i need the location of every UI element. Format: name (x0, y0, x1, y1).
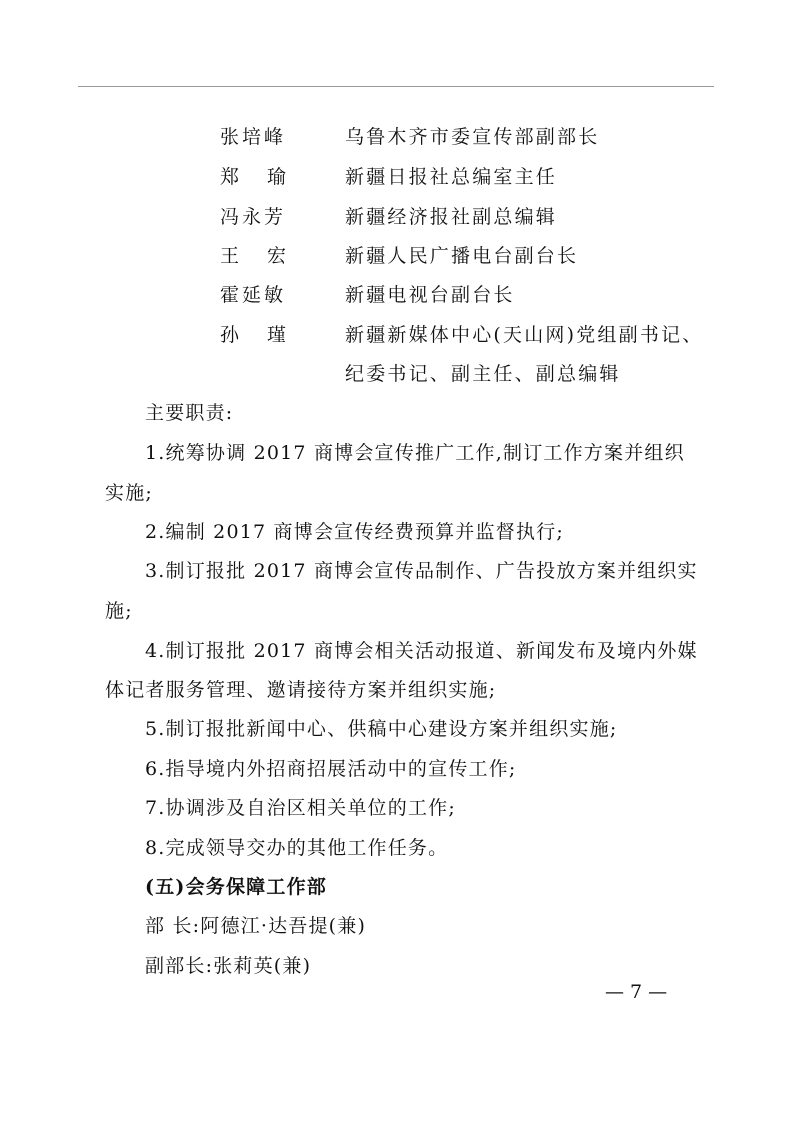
member-role: 新疆电视台副台长 (345, 284, 515, 306)
member-role: 新疆日报社总编室主任 (345, 166, 558, 188)
member-name: 王宏 (220, 245, 315, 267)
duty-line: 实施; (105, 482, 154, 504)
member-name: 张培峰 (220, 126, 287, 148)
section-deputy: 副部长:张莉英(兼) (145, 955, 312, 977)
member-role-continued: 纪委书记、副主任、副总编辑 (345, 363, 621, 385)
member-role: 新疆经济报社副总编辑 (345, 206, 558, 228)
page-number: — 7 — (605, 981, 668, 1003)
member-role: 新疆新媒体中心(天山网)党组副书记、 (345, 324, 704, 346)
duty-line: 4.制订报批 2017 商博会相关活动报道、新闻发布及境内外媒 (145, 640, 698, 662)
section-title: (五)会务保障工作部 (145, 876, 327, 898)
member-role: 新疆人民广播电台副台长 (345, 245, 579, 267)
duty-line: 施; (105, 600, 133, 622)
member-name: 孙瑾 (220, 324, 315, 346)
header-rule (78, 86, 714, 87)
duty-line: 5.制订报批新闻中心、供稿中心建设方案并组织实施; (145, 718, 618, 740)
duty-line: 1.统筹协调 2017 商博会宣传推广工作,制订工作方案并组织 (145, 442, 685, 464)
member-role: 乌鲁木齐市委宣传部副部长 (345, 126, 600, 148)
duty-line: 体记者服务管理、邀请接待方案并组织实施; (105, 679, 497, 701)
duty-line: 3.制订报批 2017 商博会宣传品制作、广告投放方案并组织实 (145, 560, 698, 582)
member-name: 冯永芳 (220, 206, 287, 228)
duty-line: 8.完成领导交办的其他工作任务。 (145, 837, 449, 859)
section-director: 部 长:阿德江·达吾提(兼) (145, 915, 367, 937)
duty-line: 7.协调涉及自治区相关单位的工作; (145, 797, 456, 819)
duty-line: 2.编制 2017 商博会宣传经费预算并监督执行; (145, 521, 564, 543)
member-name: 霍延敏 (220, 284, 287, 306)
duties-heading: 主要职责: (145, 402, 234, 424)
member-name: 郑瑜 (220, 166, 315, 188)
duty-line: 6.指导境内外招商招展活动中的宣传工作; (145, 758, 517, 780)
